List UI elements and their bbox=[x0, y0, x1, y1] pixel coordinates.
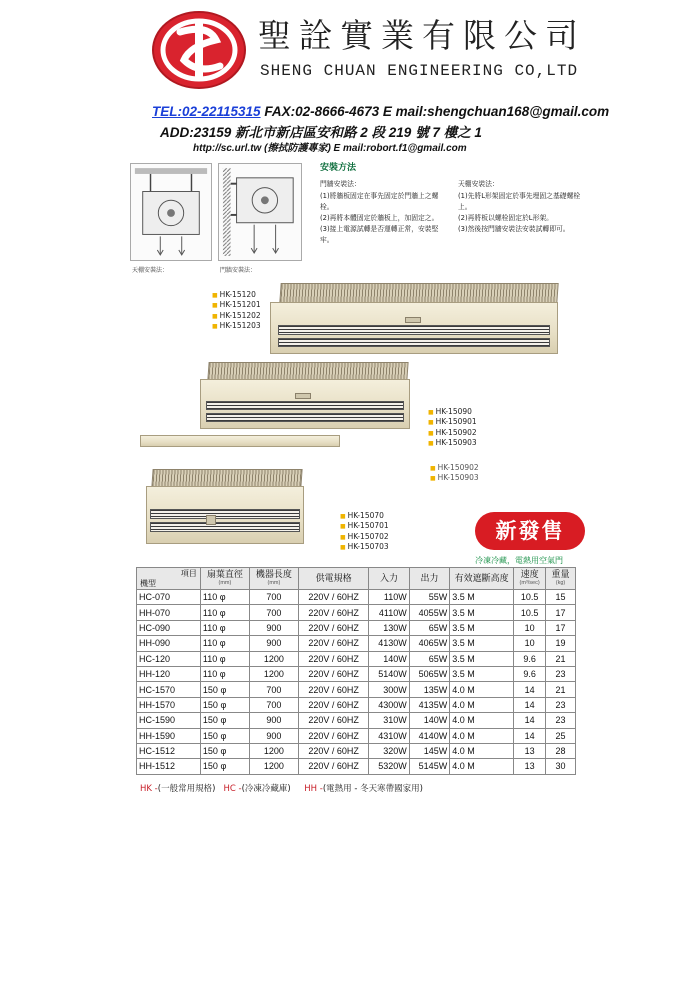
cell-input: 4310W bbox=[369, 728, 409, 743]
cell-weight: 28 bbox=[546, 743, 576, 758]
cell-length: 900 bbox=[249, 620, 298, 635]
cell-output: 4055W bbox=[409, 605, 449, 620]
col-header-input: 入力 bbox=[369, 568, 409, 590]
contact-web: http://sc.url.tw (擦拭防護專家) E mail:robort.f1@gmail.com bbox=[193, 143, 467, 154]
model-prefix-legend bbox=[140, 782, 423, 794]
door-step: (3)接上電源試轉是否運轉正常，安裝堅牢。 bbox=[320, 225, 439, 244]
cell-power-spec: 220V / 60HZ bbox=[298, 697, 368, 712]
legend-hk-key: HK - bbox=[140, 784, 158, 794]
cell-input: 110W bbox=[369, 590, 409, 605]
cell-input: 5320W bbox=[369, 759, 409, 774]
cell-fan-diameter: 150 φ bbox=[200, 713, 249, 728]
cell-fan-diameter: 150 φ bbox=[200, 697, 249, 712]
cell-input: 4110W bbox=[369, 605, 409, 620]
door-install-heading: 門牆安裝法： bbox=[320, 180, 361, 188]
model-list-1590-repeat bbox=[430, 463, 479, 484]
table-row bbox=[137, 728, 576, 743]
ceiling-install-diagram bbox=[130, 163, 212, 261]
model-item: ■ HK-150903 bbox=[430, 473, 479, 483]
cell-height: 3.5 M bbox=[450, 590, 514, 605]
door-diagram-caption: 門牆安裝法： bbox=[220, 267, 257, 274]
cell-speed: 10 bbox=[514, 620, 546, 635]
spec-table-body bbox=[137, 590, 576, 775]
cell-output: 140W bbox=[409, 713, 449, 728]
cell-speed: 14 bbox=[514, 682, 546, 697]
cell-output: 5065W bbox=[409, 666, 449, 681]
cell-fan-diameter: 110 φ bbox=[200, 636, 249, 651]
cell-weight: 30 bbox=[546, 759, 576, 774]
company-name-english: SHENG CHUAN ENGINEERING CO,LTD bbox=[260, 62, 579, 80]
cell-height: 4.0 M bbox=[450, 743, 514, 758]
cell-fan-diameter: 150 φ bbox=[200, 728, 249, 743]
table-row bbox=[137, 713, 576, 728]
cell-speed: 10.5 bbox=[514, 590, 546, 605]
model-item: ■ HK-150903 bbox=[428, 438, 477, 448]
cell-power-spec: 220V / 60HZ bbox=[298, 605, 368, 620]
cell-length: 700 bbox=[249, 682, 298, 697]
cell-speed: 9.6 bbox=[514, 666, 546, 681]
cell-speed: 13 bbox=[514, 743, 546, 758]
model-item: ■ HK-150703 bbox=[340, 542, 389, 552]
table-row bbox=[137, 620, 576, 635]
cell-power-spec: 220V / 60HZ bbox=[298, 743, 368, 758]
legend-hc-key: HC - bbox=[223, 784, 242, 794]
cell-speed: 10 bbox=[514, 636, 546, 651]
model-item: ■ HK-15120 bbox=[212, 290, 261, 300]
cell-height: 3.5 M bbox=[450, 620, 514, 635]
col-header-speed: 速度 (m³/sec) bbox=[514, 568, 546, 590]
cell-model: HC-070 bbox=[137, 590, 201, 605]
table-header-row bbox=[137, 568, 576, 590]
model-item: ■ HK-15090 bbox=[428, 407, 477, 417]
new-release-badge: 新發售 bbox=[475, 512, 585, 550]
col-header-length: 機器長度 (mm) bbox=[249, 568, 298, 590]
cell-model: HH-1590 bbox=[137, 728, 201, 743]
cell-model: HC-120 bbox=[137, 651, 201, 666]
ceiling-step: (3)然後按門牆安裝法安裝試轉即可。 bbox=[458, 225, 570, 233]
door-install-diagram bbox=[218, 163, 302, 261]
model-item: ■ HK-151201 bbox=[212, 300, 261, 310]
cell-height: 4.0 M bbox=[450, 713, 514, 728]
cell-height: 4.0 M bbox=[450, 728, 514, 743]
product-catalog bbox=[130, 157, 596, 798]
cell-power-spec: 220V / 60HZ bbox=[298, 713, 368, 728]
model-item: ■ HK-150901 bbox=[428, 417, 477, 427]
table-row bbox=[137, 605, 576, 620]
col-header-weight: 重量 (kg) bbox=[546, 568, 576, 590]
door-step: (2)再將本體固定於牆板上，加固定之。 bbox=[320, 214, 439, 222]
table-corner-header bbox=[137, 568, 201, 590]
cell-length: 1200 bbox=[249, 759, 298, 774]
cell-weight: 17 bbox=[546, 605, 576, 620]
cell-input: 5140W bbox=[369, 666, 409, 681]
door-step: (1)將牆板固定在事先固定於門牆上之螺栓。 bbox=[320, 192, 439, 211]
table-row bbox=[137, 590, 576, 605]
ceiling-diagram-caption: 天棚安裝法： bbox=[132, 267, 169, 274]
cell-input: 320W bbox=[369, 743, 409, 758]
table-row bbox=[137, 759, 576, 774]
cell-weight: 15 bbox=[546, 590, 576, 605]
cell-speed: 14 bbox=[514, 728, 546, 743]
cell-input: 130W bbox=[369, 620, 409, 635]
cell-length: 1200 bbox=[249, 666, 298, 681]
ceiling-step: (1)先將L形架固定於事先埋固之基礎螺栓上。 bbox=[458, 192, 581, 211]
cell-weight: 23 bbox=[546, 697, 576, 712]
cell-height: 4.0 M bbox=[450, 759, 514, 774]
cell-model: HC-1570 bbox=[137, 682, 201, 697]
col-header-output: 出力 bbox=[409, 568, 449, 590]
ceiling-install-heading: 天棚安裝法： bbox=[458, 180, 499, 188]
install-title: 安裝方法 bbox=[320, 163, 357, 173]
cell-speed: 9.6 bbox=[514, 651, 546, 666]
cell-length: 700 bbox=[249, 590, 298, 605]
cell-weight: 25 bbox=[546, 728, 576, 743]
table-row bbox=[137, 697, 576, 712]
cell-model: HC-1590 bbox=[137, 713, 201, 728]
cell-input: 300W bbox=[369, 682, 409, 697]
cell-length: 900 bbox=[249, 713, 298, 728]
cell-output: 65W bbox=[409, 620, 449, 635]
cell-weight: 21 bbox=[546, 682, 576, 697]
corner-item-label: 項目 bbox=[180, 569, 197, 578]
cell-input: 4130W bbox=[369, 636, 409, 651]
cell-length: 700 bbox=[249, 605, 298, 620]
cell-weight: 23 bbox=[546, 713, 576, 728]
promo-subtitle: 冷凍冷藏，電熱用空氣門 bbox=[475, 556, 563, 565]
cell-output: 5145W bbox=[409, 759, 449, 774]
cell-output: 135W bbox=[409, 682, 449, 697]
cell-fan-diameter: 150 φ bbox=[200, 682, 249, 697]
cell-fan-diameter: 110 φ bbox=[200, 590, 249, 605]
col-header-fan-diameter: 扇葉直徑 (mm) bbox=[200, 568, 249, 590]
cell-fan-diameter: 150 φ bbox=[200, 743, 249, 758]
cell-model: HH-120 bbox=[137, 666, 201, 681]
cell-power-spec: 220V / 60HZ bbox=[298, 666, 368, 681]
contact-line-phone bbox=[152, 104, 609, 119]
cell-speed: 14 bbox=[514, 697, 546, 712]
cell-output: 4135W bbox=[409, 697, 449, 712]
ceiling-step: (2)再將板以螺栓固定於L形架。 bbox=[458, 214, 553, 222]
cell-weight: 19 bbox=[546, 636, 576, 651]
cell-model: HH-070 bbox=[137, 605, 201, 620]
cell-input: 4300W bbox=[369, 697, 409, 712]
cell-height: 3.5 M bbox=[450, 636, 514, 651]
cell-power-spec: 220V / 60HZ bbox=[298, 728, 368, 743]
cell-weight: 17 bbox=[546, 620, 576, 635]
model-item: ■ HK-150702 bbox=[340, 532, 389, 542]
table-row bbox=[137, 743, 576, 758]
ceiling-install-steps bbox=[458, 191, 588, 235]
cell-height: 3.5 M bbox=[450, 605, 514, 620]
cell-height: 3.5 M bbox=[450, 651, 514, 666]
cell-input: 140W bbox=[369, 651, 409, 666]
model-item: ■ HK-150902 bbox=[430, 463, 479, 473]
cell-output: 65W bbox=[409, 651, 449, 666]
cell-height: 4.0 M bbox=[450, 682, 514, 697]
cell-fan-diameter: 150 φ bbox=[200, 759, 249, 774]
cell-power-spec: 220V / 60HZ bbox=[298, 759, 368, 774]
cell-speed: 14 bbox=[514, 713, 546, 728]
legend-hh-key: HH - bbox=[304, 784, 323, 794]
cell-input: 310W bbox=[369, 713, 409, 728]
legend-hh-text: (電熱用 - 冬天寒帶國家用) bbox=[322, 784, 423, 794]
col-header-height: 有效遮斷高度 bbox=[450, 568, 514, 590]
cell-fan-diameter: 110 φ bbox=[200, 620, 249, 635]
cell-fan-diameter: 110 φ bbox=[200, 605, 249, 620]
company-logo bbox=[150, 10, 248, 90]
cell-power-spec: 220V / 60HZ bbox=[298, 590, 368, 605]
cell-output: 4065W bbox=[409, 636, 449, 651]
cell-model: HC-090 bbox=[137, 620, 201, 635]
cell-model: HH-1570 bbox=[137, 697, 201, 712]
door-install-steps bbox=[320, 191, 448, 246]
cell-output: 4140W bbox=[409, 728, 449, 743]
cell-height: 4.0 M bbox=[450, 697, 514, 712]
model-item: ■ HK-151202 bbox=[212, 311, 261, 321]
legend-hc-text: (冷凍冷藏庫) bbox=[241, 784, 291, 794]
table-row bbox=[137, 666, 576, 681]
model-item: ■ HK-150902 bbox=[428, 428, 477, 438]
model-list-1590 bbox=[428, 407, 477, 449]
legend-hk-text: (一般常用規格) bbox=[157, 784, 216, 794]
contact-address: ADD:23159 新北市新店區安和路 2 段 219 號 7 樓之 1 bbox=[160, 125, 482, 140]
model-list-1512 bbox=[212, 290, 261, 332]
cell-model: HH-1512 bbox=[137, 759, 201, 774]
cell-length: 1200 bbox=[249, 651, 298, 666]
cell-power-spec: 220V / 60HZ bbox=[298, 682, 368, 697]
model-item: ■ HK-150701 bbox=[340, 521, 389, 531]
cell-length: 900 bbox=[249, 728, 298, 743]
col-header-power-spec: 供電規格 bbox=[298, 568, 368, 590]
table-row bbox=[137, 651, 576, 666]
cell-power-spec: 220V / 60HZ bbox=[298, 651, 368, 666]
cell-weight: 21 bbox=[546, 651, 576, 666]
cell-fan-diameter: 110 φ bbox=[200, 666, 249, 681]
table-row bbox=[137, 636, 576, 651]
cell-length: 900 bbox=[249, 636, 298, 651]
cell-model: HC-1512 bbox=[137, 743, 201, 758]
cell-output: 55W bbox=[409, 590, 449, 605]
cell-power-spec: 220V / 60HZ bbox=[298, 636, 368, 651]
cell-speed: 13 bbox=[514, 759, 546, 774]
model-list-1570 bbox=[340, 511, 389, 553]
cell-speed: 10.5 bbox=[514, 605, 546, 620]
spec-table bbox=[136, 567, 576, 775]
cell-height: 3.5 M bbox=[450, 666, 514, 681]
cell-length: 700 bbox=[249, 697, 298, 712]
phone-link[interactable]: TEL:02-22115315 bbox=[152, 104, 261, 119]
cell-fan-diameter: 110 φ bbox=[200, 651, 249, 666]
model-item: ■ HK-151203 bbox=[212, 321, 261, 331]
cell-length: 1200 bbox=[249, 743, 298, 758]
cell-power-spec: 220V / 60HZ bbox=[298, 620, 368, 635]
corner-model-label: 機型 bbox=[140, 579, 156, 588]
model-item: ■ HK-15070 bbox=[340, 511, 389, 521]
fax-email: FAX:02-8666-4673 E mail:shengchuan168@gmail.com bbox=[260, 104, 610, 119]
cell-output: 145W bbox=[409, 743, 449, 758]
cell-model: HH-090 bbox=[137, 636, 201, 651]
table-row bbox=[137, 682, 576, 697]
company-name-chinese: 聖詮實業有限公司 bbox=[258, 16, 586, 55]
cell-weight: 23 bbox=[546, 666, 576, 681]
